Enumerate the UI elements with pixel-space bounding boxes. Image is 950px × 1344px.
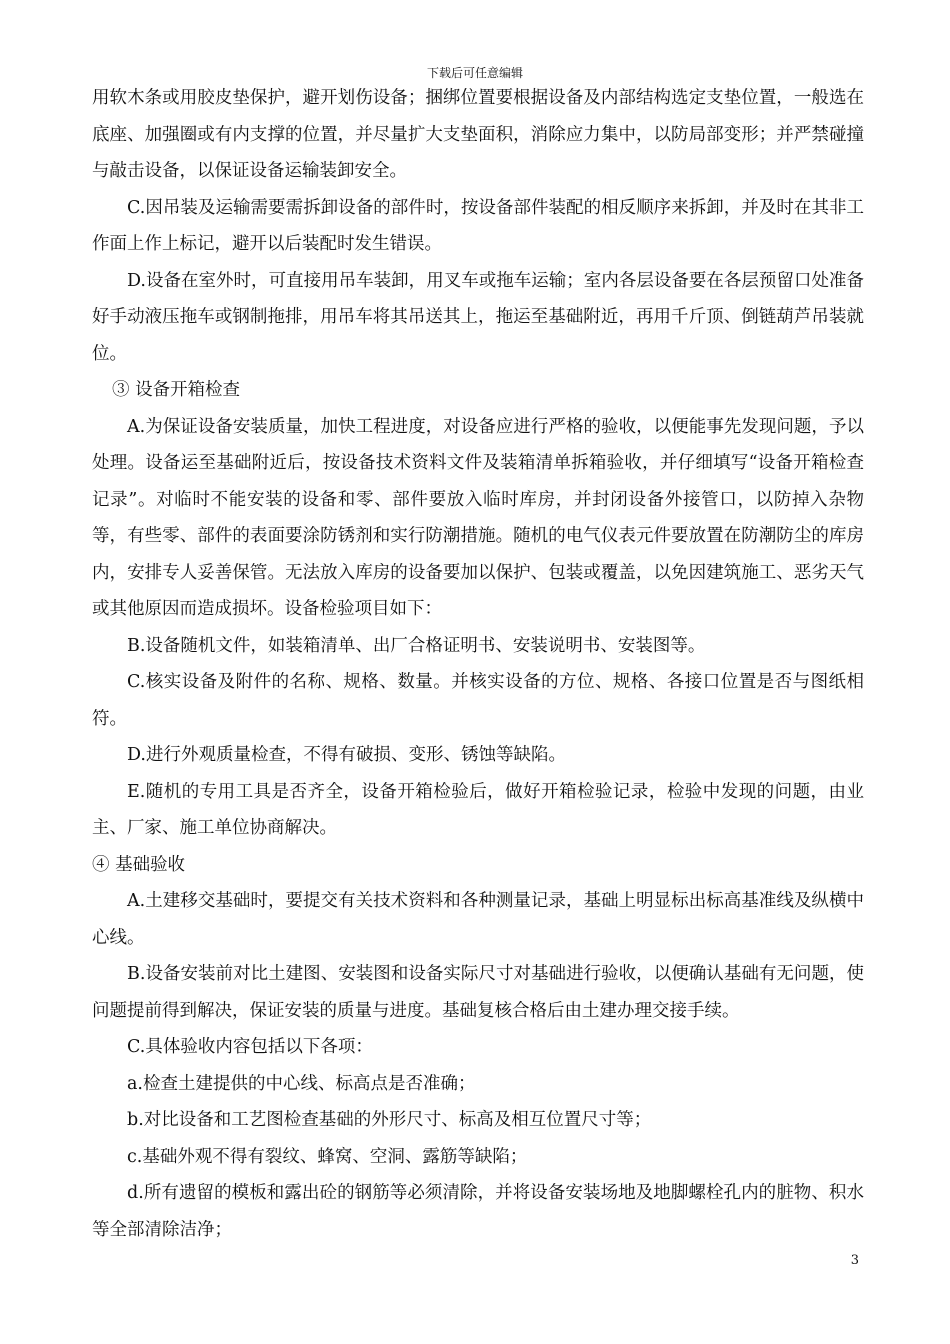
paragraph-continuation: 用软木条或用胶皮垫保护，避开划伤设备；捆绑位置要根据设备及内部结构选定支垫位置，一般选在底座、加强圈或有内支撑的位置，并尽量扩大支垫面积，消除应力集中，以防局部变形；并严禁碰撞与敲击设备，以保证设备运输装卸安全。 (92, 88, 864, 181)
paragraph-item-c-disassembly: C.因吊装及运输需要需拆卸设备的部件时，按设备部件装配的相反顺序来拆卸，并及时在其非工作面上作上标记，避开以后装配时发生错误。 (92, 197, 864, 254)
list-item-c: c.基础外观不得有裂纹、蜂窝、空洞、露筋等缺陷； (127, 1146, 528, 1167)
document-body (92, 80, 864, 1248)
page-header-note: 下载后可任意编辑 (426, 66, 523, 80)
list-item-d: d.所有遗留的模板和露出砼的钢筋等必须清除，并将设备安装场地及地脚螺栓孔内的脏物、积水等全部清除洁净； (92, 1183, 864, 1240)
page-number: 3 (850, 1253, 859, 1268)
paragraph-item-b-acceptance: B.设备安装前对比土建图、安装图和设备实际尺寸对基础进行验收，以便确认基础有无问题，使问题提前得到解决，保证安装的质量与进度。基础复核合格后由土建办理交接手续。 (92, 964, 864, 1021)
list-item-a: a.检查土建提供的中心线、标高点是否准确； (127, 1073, 476, 1094)
section-heading-unpacking-inspection: ③ 设备开箱检查 (112, 380, 241, 400)
paragraph-item-e-tools: E.随机的专用工具是否齐全，设备开箱检验后，做好开箱检验记录，检验中发现的问题，由业主、厂家、施工单位协商解决。 (92, 781, 864, 838)
paragraph-item-a-inspection: A.为保证设备安装质量，加快工程进度，对设备应进行严格的验收，以便能事先发现问题，予以处理。设备运至基础附近后，按设备技术资料文件及装箱清单拆箱验收，并仔细填写“设备开箱检查记录”。对临时不能安装的设备和零、部件要放入临时库房，并封闭设备外接管口，以防掉入杂物等，有些零、部件的表面要涂防锈剂和实行防潮措施。随机的电气仪表元件要放置在防潮防尘的库房内，安排专人妥善保管。无法放入库房的设备要加以保护、包装或覆盖，以免因建筑施工、恶劣天气或其他原因而造成损坏。设备检验项目如下： (92, 416, 864, 619)
section-heading-foundation-acceptance: ④ 基础验收 (92, 854, 186, 875)
paragraph-item-c-contents: C.具体验收内容包括以下各项： (127, 1037, 373, 1057)
paragraph-item-d-handling: D.设备在室外时，可直接用吊车装卸，用叉车或拖车运输；室内各层设备要在各层预留口处准备好手动液压拖车或钢制拖排，用吊车将其吊送其上，拖运至基础附近，再用千斤顶、倒链葫芦吊装就位。 (92, 270, 864, 364)
paragraph-item-b-documents: B.设备随机文件，如装箱清单、出厂合格证明书、安装说明书、安装图等。 (127, 635, 706, 656)
paragraph-item-c-verify: C.核实设备及附件的名称、规格、数量。并核实设备的方位、规格、各接口位置是否与图纸相符。 (92, 672, 864, 729)
list-item-b: b.对比设备和工艺图检查基础的外形尺寸、标高及相互位置尺寸等； (127, 1110, 652, 1130)
paragraph-item-d-appearance: D.进行外观质量检查，不得有破损、变形、锈蚀等缺陷。 (127, 745, 566, 765)
paragraph-item-a-handover: A.土建移交基础时，要提交有关技术资料和各种测量记录，基础上明显标出标高基准线及纵横中心线。 (92, 891, 864, 948)
